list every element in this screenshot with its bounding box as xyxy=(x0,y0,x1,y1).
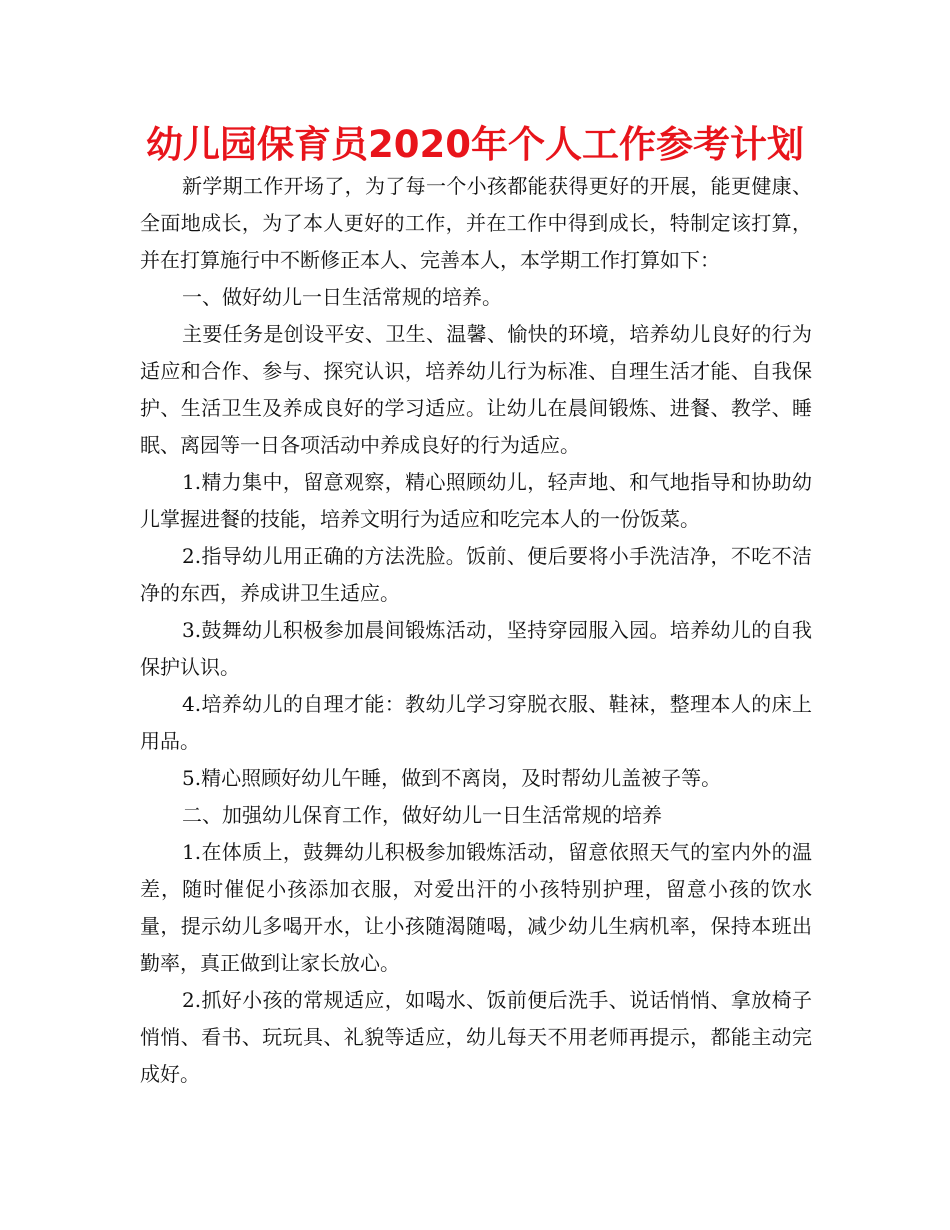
paragraph-item-2: 2.指导幼儿用正确的方法洗脸。饭前、便后要将小手洗洁净，不吃不洁净的东西，养成讲卫生适应。 xyxy=(140,544,812,605)
paragraph-item-4: 4.培养幼儿的自理才能：教幼儿学习穿脱衣服、鞋袜，整理本人的床上用品。 xyxy=(140,692,812,753)
document-title: 幼儿园保育员2020年个人工作参考计划 xyxy=(146,123,804,166)
paragraph-section-1-heading: 一、做好幼儿一日生活常规的培养。 xyxy=(182,285,502,309)
paragraph-main-task: 主要任务是创设平安、卫生、温馨、愉快的环境，培养幼儿良好的行为适应和合作、参与、探究认识，培养幼儿行为标准、自理生活才能、自我保护、生活卫生及养成良好的学习适应。让幼儿在晨间锻炼、进餐、教学、睡眠、离园等一日各项活动中养成良好的行为适应。 xyxy=(140,322,812,457)
paragraph-item-1: 1.精力集中，留意观察，精心照顾幼儿，轻声地、和气地指导和协助幼儿掌握进餐的技能，培养文明行为适应和吃完本人的一份饭菜。 xyxy=(140,470,812,531)
paragraph-section-2-item-1: 1.在体质上，鼓舞幼儿积极参加锻炼活动，留意依照天气的室内外的温差，随时催促小孩添加衣服，对爱出汗的小孩特别护理，留意小孩的饮水量，提示幼儿多喝开水，让小孩随渴随喝，减少幼儿生病机率，保持本班出勤率，真正做到让家长放心。 xyxy=(140,840,812,975)
paragraph-item-3: 3.鼓舞幼儿积极参加晨间锻炼活动，坚持穿园服入园。培养幼儿的自我保护认识。 xyxy=(140,618,812,679)
paragraph-intro: 新学期工作开场了，为了每一个小孩都能获得更好的开展，能更健康、全面地成长，为了本人更好的工作，并在工作中得到成长，特制定该打算，并在打算施行中不断修正本人、完善本人，本学期工作打算如下： xyxy=(140,174,812,272)
document-body xyxy=(140,168,812,1093)
paragraph-item-5: 5.精心照顾好幼儿午睡，做到不离岗，及时帮幼儿盖被子等。 xyxy=(182,766,722,790)
paragraph-section-2-item-2: 2.抓好小孩的常规适应，如喝水、饭前便后洗手、说话悄悄、拿放椅子悄悄、看书、玩玩具、礼貌等适应，幼儿每天不用老师再提示，都能主动完成好。 xyxy=(140,988,812,1086)
paragraph-section-2-heading: 二、加强幼儿保育工作，做好幼儿一日生活常规的培养 xyxy=(182,803,662,827)
